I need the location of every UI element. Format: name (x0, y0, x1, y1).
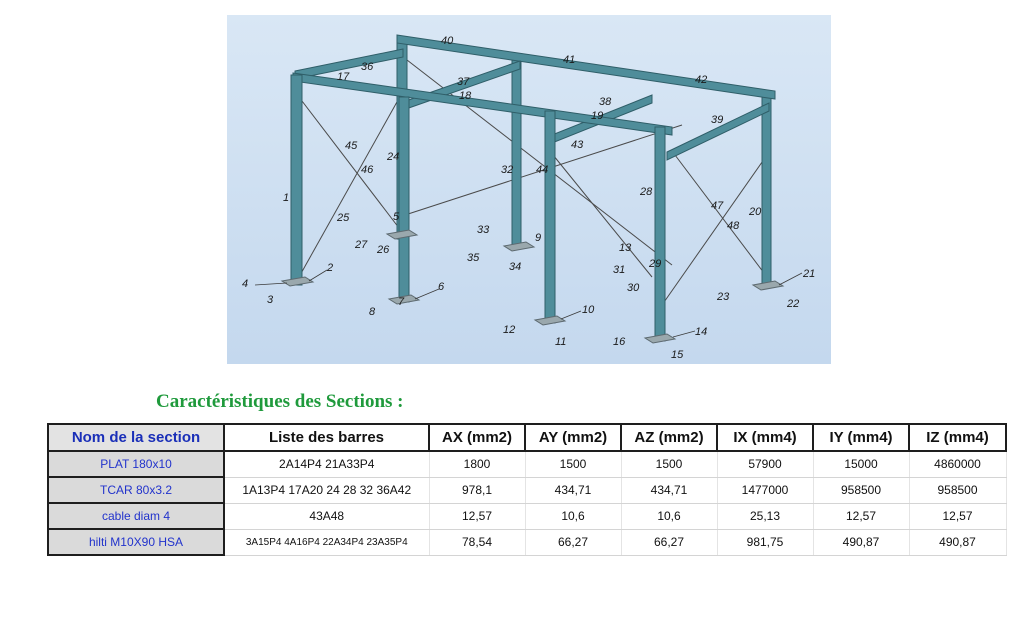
col-header-iy: IY (mm4) (813, 424, 909, 451)
node-label: 45 (345, 140, 358, 152)
col-header-ax: AX (mm2) (429, 424, 525, 451)
node-label: 4 (242, 278, 249, 290)
node-label: 15 (671, 349, 684, 361)
ix-cell: 981,75 (717, 529, 813, 555)
node-label: 37 (457, 76, 470, 88)
node-label: 36 (361, 61, 374, 73)
node-label: 5 (393, 211, 400, 223)
col-header-bar-list: Liste des barres (224, 424, 429, 451)
node-label: 25 (337, 212, 350, 224)
ay-cell: 10,6 (525, 503, 621, 529)
node-label: 40 (441, 35, 454, 47)
bar-list-cell: 43A48 (224, 503, 429, 529)
bar-list-cell: 2A14P4 21A33P4 (224, 451, 429, 477)
node-label: 26 (377, 244, 390, 256)
az-cell: 10,6 (621, 503, 717, 529)
node-label: 29 (649, 258, 662, 270)
node-label: 47 (711, 200, 724, 212)
node-label: 14 (695, 326, 708, 338)
node-label: 46 (361, 164, 374, 176)
table-row (48, 451, 1006, 477)
section-name-cell: hilti M10X90 HSA (48, 529, 224, 555)
ax-cell: 1800 (429, 451, 525, 477)
ay-cell: 434,71 (525, 477, 621, 503)
node-label: 11 (555, 336, 567, 348)
node-label: 7 (398, 296, 405, 308)
node-label: 17 (337, 71, 350, 83)
ay-cell: 1500 (525, 451, 621, 477)
col-header-iz: IZ (mm4) (909, 424, 1006, 451)
ix-cell: 57900 (717, 451, 813, 477)
node-label: 42 (695, 74, 708, 86)
node-label: 20 (749, 206, 762, 218)
section-title: Caractéristiques des Sections : (156, 391, 404, 412)
node-label: 38 (599, 96, 612, 108)
col-header-section-name: Nom de la section (48, 424, 224, 451)
node-label: 34 (509, 261, 522, 273)
iz-cell: 4860000 (909, 451, 1006, 477)
node-label: 43 (571, 139, 584, 151)
table-row (48, 503, 1006, 529)
node-label: 21 (803, 268, 816, 280)
node-label: 28 (640, 186, 653, 198)
ax-cell: 78,54 (429, 529, 525, 555)
ix-cell: 1477000 (717, 477, 813, 503)
iy-cell: 15000 (813, 451, 909, 477)
node-label: 24 (387, 151, 400, 163)
col-header-ix: IX (mm4) (717, 424, 813, 451)
node-label: 33 (477, 224, 490, 236)
node-label: 32 (501, 164, 514, 176)
section-name-cell: TCAR 80x3.2 (48, 477, 224, 503)
az-cell: 66,27 (621, 529, 717, 555)
node-label: 48 (727, 220, 740, 232)
node-label: 12 (503, 324, 516, 336)
node-label: 27 (355, 239, 368, 251)
node-label: 22 (787, 298, 800, 310)
ax-cell: 978,1 (429, 477, 525, 503)
node-label: 30 (627, 282, 640, 294)
table-row (48, 529, 1006, 555)
iz-cell: 490,87 (909, 529, 1006, 555)
bar-list-cell: 3A15P4 4A16P4 22A34P4 23A35P4 (224, 529, 429, 555)
col-header-ay: AY (mm2) (525, 424, 621, 451)
sections-table (47, 423, 1007, 556)
node-label: 23 (717, 291, 730, 303)
node-label: 8 (369, 306, 376, 318)
iz-cell: 958500 (909, 477, 1006, 503)
node-label: 39 (711, 114, 724, 126)
node-label: 44 (536, 164, 549, 176)
table-row (48, 477, 1006, 503)
node-label: 6 (438, 281, 445, 293)
col-header-az: AZ (mm2) (621, 424, 717, 451)
section-name-cell: PLAT 180x10 (48, 451, 224, 477)
section-name-cell: cable diam 4 (48, 503, 224, 529)
structure-3d-view (227, 15, 831, 364)
node-label: 19 (591, 110, 604, 122)
ax-cell: 12,57 (429, 503, 525, 529)
node-label: 3 (267, 294, 274, 306)
node-label: 9 (535, 232, 542, 244)
iy-cell: 958500 (813, 477, 909, 503)
node-label: 41 (563, 54, 576, 66)
az-cell: 434,71 (621, 477, 717, 503)
node-label: 2 (327, 262, 334, 274)
steel-frame-drawing (227, 15, 831, 364)
node-label: 13 (619, 242, 632, 254)
table-header-row (48, 424, 1006, 451)
node-label: 35 (467, 252, 480, 264)
node-label: 16 (613, 336, 626, 348)
bar-list-cell: 1A13P4 17A20 24 28 32 36A42 (224, 477, 429, 503)
ix-cell: 25,13 (717, 503, 813, 529)
az-cell: 1500 (621, 451, 717, 477)
node-label: 31 (613, 264, 626, 276)
iy-cell: 12,57 (813, 503, 909, 529)
node-label: 18 (459, 90, 472, 102)
iy-cell: 490,87 (813, 529, 909, 555)
ay-cell: 66,27 (525, 529, 621, 555)
node-label: 10 (582, 304, 595, 316)
iz-cell: 12,57 (909, 503, 1006, 529)
node-label: 1 (283, 192, 290, 204)
